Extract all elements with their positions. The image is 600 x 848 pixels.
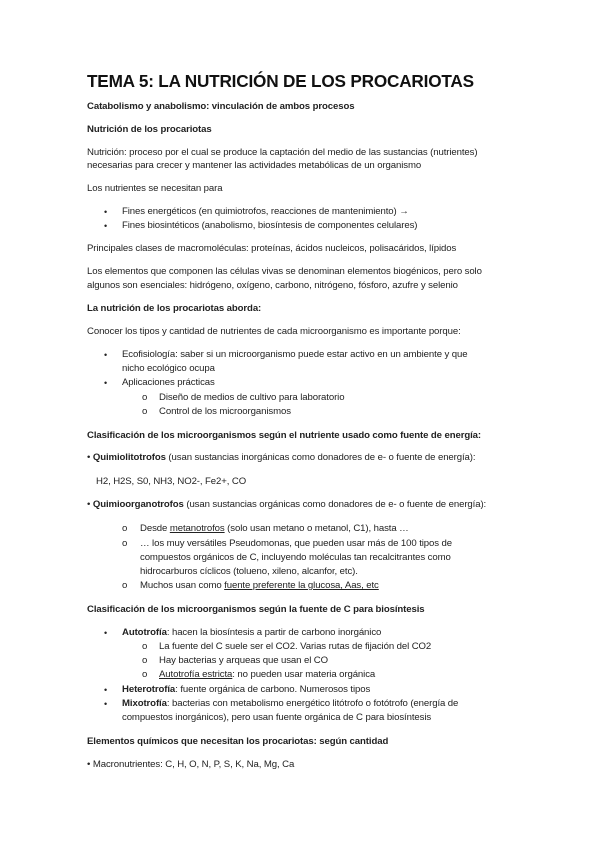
autotrofia-desc: : hacen la biosíntesis a partir de carbono inorgánico <box>166 627 382 638</box>
glucosa-item <box>140 580 379 592</box>
autotrofia-estricta-term: Autotrofía estricta <box>159 669 233 680</box>
bullet-marker: • <box>104 685 108 695</box>
heterotrofia-item <box>122 684 370 696</box>
diseno-medios: Diseño de medios de cultivo para laboratorio <box>159 392 345 403</box>
metanotrofos-post: (solo usan metano o metanol, C1), hasta … <box>224 523 409 534</box>
biogenicos-line-1: Los elementos que componen las células vivas se denominan elementos biogénicos, pero solo <box>87 266 482 277</box>
circle-marker: o <box>142 641 148 652</box>
mixotrofia-desc: : bacterias con metabolismo energético litótrofo o fotótrofo (energía de <box>166 698 459 709</box>
bullet-marker: • <box>87 452 91 463</box>
heterotrofia-desc: : fuente orgánica de carbono. Numerosos tipos <box>175 684 371 695</box>
page-title: TEMA 5: LA NUTRICIÓN DE LOS PROCARIOTAS <box>87 71 474 91</box>
metanotrofos-item <box>140 523 409 535</box>
conocer-text: Conocer los tipos y cantidad de nutrientes de cada microorganismo es importante porque: <box>87 326 461 337</box>
biogenicos-line-2: algunos son esenciales: hidrógeno, oxígeno, carbono, nitrógeno, fósforo, azufre y selenio <box>87 280 458 291</box>
bullet-marker: • <box>104 221 108 231</box>
bullet-marker: • <box>104 378 108 388</box>
quimioorganotrofos-line <box>87 499 486 511</box>
autotrofia-item <box>122 627 381 639</box>
ecofisiologia-line-1: Ecofisiología: saber si un microorganismo puede estar activo en un ambiente y que <box>122 349 468 360</box>
macromoleculas: Principales clases de macromoléculas: proteínas, ácidos nucleicos, polisacáridos, lípidos <box>87 243 457 254</box>
ecofisiologia-line-2: nicho ecológico ocupa <box>122 363 215 374</box>
definition-line-2: necesarias para crecer y mantener las actividades metabólicas de un organismo <box>87 160 422 171</box>
heading-catabolismo: Catabolismo y anabolismo: vinculación de ambos procesos <box>87 101 355 112</box>
definition-line-1: Nutrición: proceso por el cual se produce la captación del medio de las sustancias (nutrientes) <box>87 147 478 158</box>
heading-aborda: La nutrición de los procariotas aborda: <box>87 303 262 314</box>
heading-clasificacion-energia: Clasificación de los microorganismos según el nutriente usado como fuente de energía: <box>87 430 481 441</box>
heading-clasificacion-carbono: Clasificación de los microorganismos según la fuente de C para biosíntesis <box>87 604 425 615</box>
fines-biosinteticos: Fines biosintéticos (anabolismo, biosíntesis de componentes celulares) <box>122 220 418 231</box>
autotrofia-estricta-desc: : no pueden usar materia orgánica <box>232 669 376 680</box>
circle-marker: o <box>122 523 128 534</box>
autotrofia-sub-3 <box>159 669 375 681</box>
bullet-marker: • <box>104 699 108 709</box>
quimioorganotrofos-desc: (usan sustancias orgánicas como donadores de e- o fuente de energía): <box>183 499 487 510</box>
autotrofia-sub-1: La fuente del C suele ser el CO2. Varias rutas de fijación del CO2 <box>159 641 432 652</box>
pseudomonas-line-2: compuestos orgánicos de C, incluyendo moléculas tan recalcitrantes como <box>140 552 451 563</box>
mixotrofia-line-2: compuestos inorgánicos), pero usan fuente orgánica de C para biosíntesis <box>122 712 432 723</box>
autotrofia-sub-2: Hay bacterias y arqueas que usan el CO <box>159 655 328 666</box>
metanotrofos-term: metanotrofos <box>169 523 225 534</box>
macronutrientes: • Macronutrientes: C, H, O, N, P, S, K, Na, Mg, Ca <box>87 759 295 770</box>
glucosa-term: fuente preferente la glucosa, Aas, etc <box>224 580 379 591</box>
bullet-marker: • <box>104 207 108 217</box>
heterotrofia-term: Heterotrofía <box>122 684 176 695</box>
fines-energeticos: Fines energéticos (en quimiotrofos, reacciones de mantenimiento) → <box>122 206 409 217</box>
circle-marker: o <box>142 392 148 403</box>
circle-marker: o <box>142 406 148 417</box>
pseudomonas-line-1: … los muy versátiles Pseudomonas, que pueden usar más de 100 tipos de <box>140 538 453 549</box>
autotrofia-term: Autotrofía <box>122 627 167 638</box>
aplicaciones-practicas: Aplicaciones prácticas <box>122 377 215 388</box>
mixotrofia-item <box>122 698 458 710</box>
nutrientes-intro: Los nutrientes se necesitan para <box>87 183 223 194</box>
circle-marker: o <box>122 538 128 549</box>
control-microorganismos: Control de los microorganismos <box>159 406 291 417</box>
bullet-marker: • <box>104 350 108 360</box>
heading-elementos: Elementos químicos que necesitan los procariotas: según cantidad <box>87 736 389 747</box>
metanotrofos-pre: Desde <box>140 523 170 534</box>
quimiolitotrofos-term: Quimiolitotrofos <box>92 452 166 463</box>
quimiolitotrofos-line <box>87 452 475 464</box>
bullet-marker: • <box>104 628 108 638</box>
heading-nutricion: Nutrición de los procariotas <box>87 124 212 135</box>
mixotrofia-term: Mixotrofía <box>122 698 167 709</box>
circle-marker: o <box>122 580 128 591</box>
glucosa-pre: Muchos usan como <box>140 580 225 591</box>
circle-marker: o <box>142 669 148 680</box>
quimiolitotrofos-ejemplos: H2, H2S, S0, NH3, NO2-, Fe2+, CO <box>96 476 247 487</box>
bullet-marker: • <box>87 499 91 510</box>
circle-marker: o <box>142 655 148 666</box>
quimiolitotrofos-desc: (usan sustancias inorgánicas como donadores de e- o fuente de energía): <box>165 452 476 463</box>
quimioorganotrofos-term: Quimioorganotrofos <box>92 499 184 510</box>
pseudomonas-line-3: hidrocarburos cíclicos (tolueno, xileno, alcanfor, etc). <box>140 566 358 577</box>
